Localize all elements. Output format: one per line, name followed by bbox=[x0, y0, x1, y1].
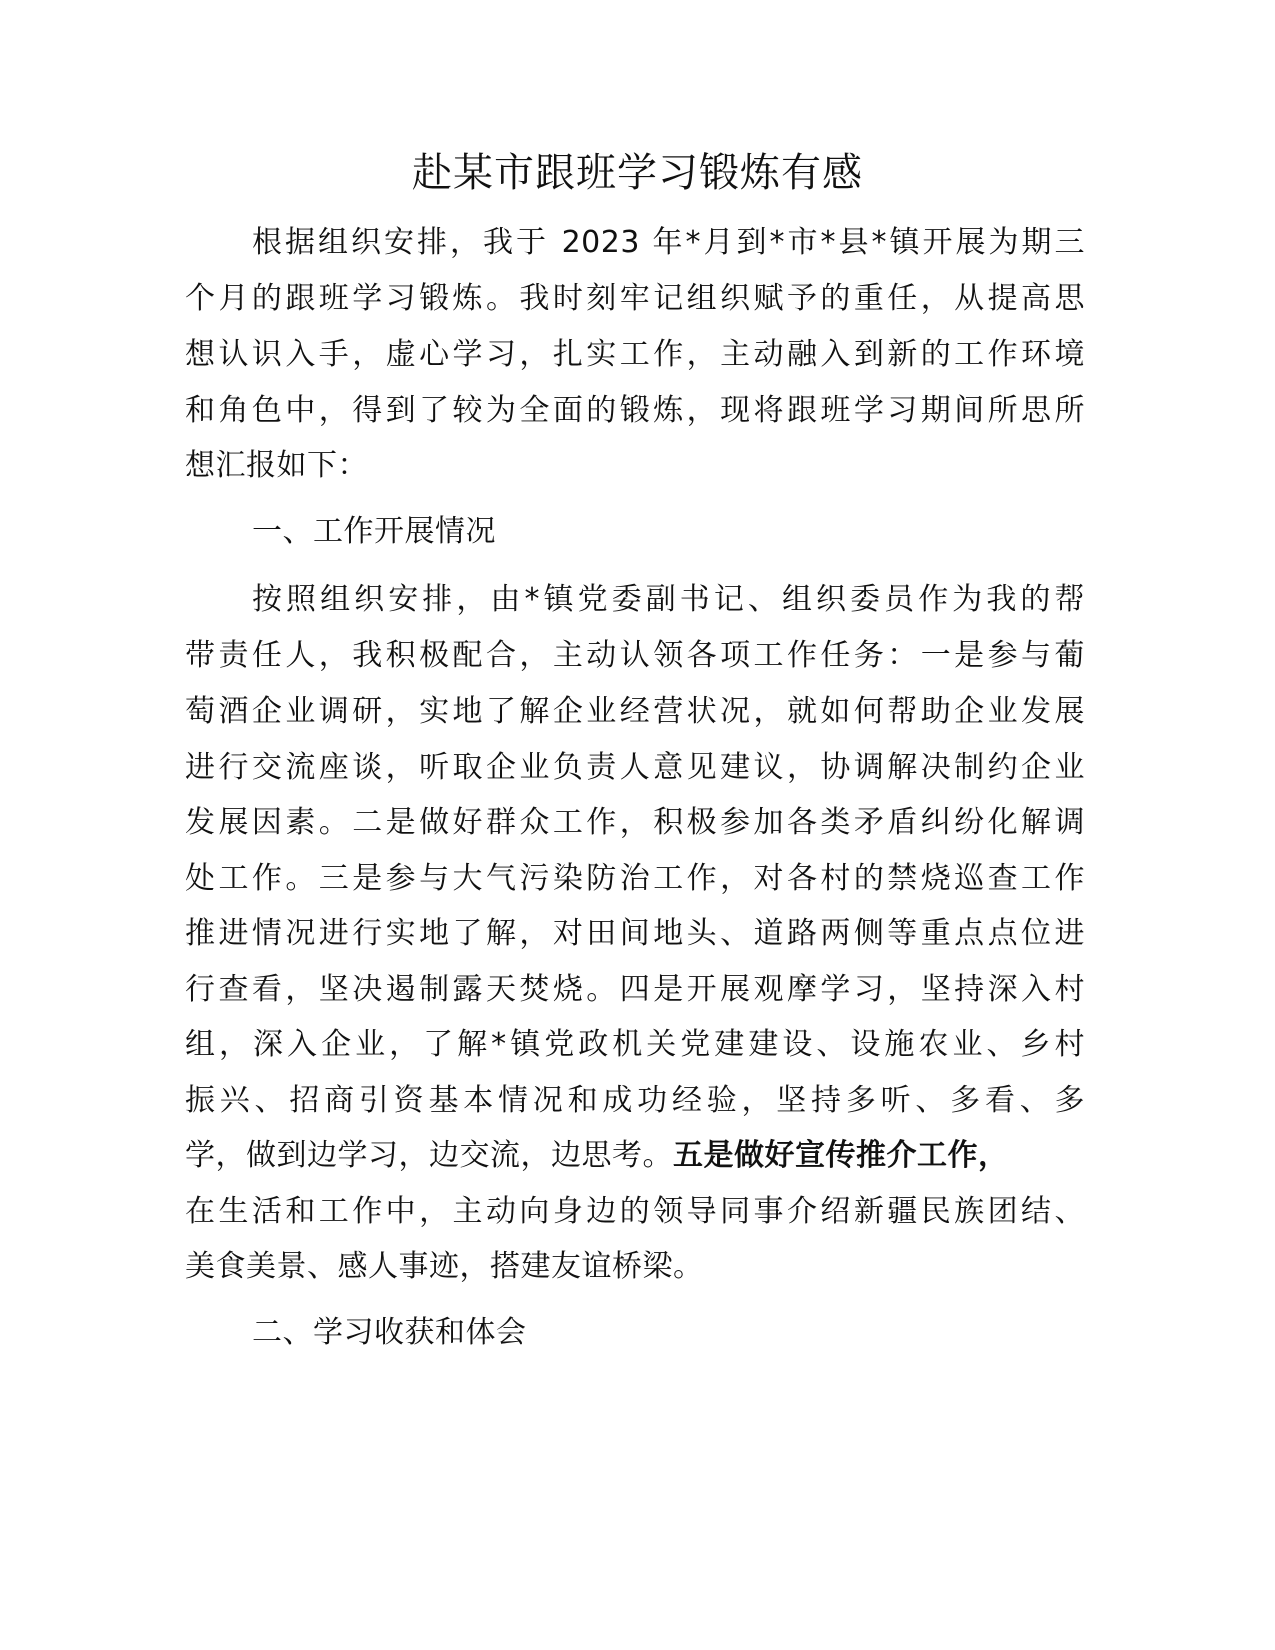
section1-line-11 bbox=[185, 1136, 1085, 1176]
section1-line-3: 萄酒企业调研，实地了解企业经营状况，就如何帮助企业发展 bbox=[185, 694, 1085, 729]
intro-line-1: 根据组织安排，我于 2023 年*月到*市*县*镇开展为期三 bbox=[252, 225, 1085, 260]
section1-line-11-text: 学，做到边学习，边交流，边思考。 bbox=[185, 1138, 673, 1173]
section1-line-1: 按照组织安排，由*镇党委副书记、组织委员作为我的帮 bbox=[252, 582, 1085, 617]
section-heading-1: 一、工作开展情况 bbox=[252, 514, 496, 549]
section1-line-6: 处工作。三是参与大气污染防治工作，对各村的禁烧巡查工作 bbox=[185, 861, 1085, 896]
intro-line-2: 个月的跟班学习锻炼。我时刻牢记组织赋予的重任，从提高思 bbox=[185, 281, 1085, 316]
section1-line-13: 美食美景、感人事迹，搭建友谊桥梁。 bbox=[185, 1249, 704, 1284]
section1-line-4: 进行交流座谈，听取企业负责人意见建议，协调解决制约企业 bbox=[185, 750, 1085, 785]
section1-line-11-emphasis: 五是做好宣传推介工作， bbox=[673, 1138, 1009, 1173]
intro-line-5: 想汇报如下： bbox=[185, 448, 368, 483]
section1-line-10: 振兴、招商引资基本情况和成功经验，坚持多听、多看、多 bbox=[185, 1083, 1085, 1118]
section1-line-7: 推进情况进行实地了解，对田间地头、道路两侧等重点点位进 bbox=[185, 916, 1085, 951]
section1-line-8: 行查看，坚决遏制露天焚烧。四是开展观摩学习，坚持深入村 bbox=[185, 972, 1085, 1007]
section1-line-9: 组，深入企业，了解*镇党政机关党建建设、设施农业、乡村 bbox=[185, 1027, 1085, 1062]
intro-line-4: 和角色中，得到了较为全面的锻炼，现将跟班学习期间所思所 bbox=[185, 393, 1085, 428]
section1-line-5: 发展因素。二是做好群众工作，积极参加各类矛盾纠纷化解调 bbox=[185, 805, 1085, 840]
section-heading-2: 二、学习收获和体会 bbox=[252, 1315, 527, 1350]
document-title: 赴某市跟班学习锻炼有感 bbox=[412, 150, 863, 196]
section1-line-12: 在生活和工作中，主动向身边的领导同事介绍新疆民族团结、 bbox=[185, 1194, 1085, 1229]
section1-line-2: 带责任人，我积极配合，主动认领各项工作任务：一是参与葡 bbox=[185, 638, 1085, 673]
intro-line-3: 想认识入手，虚心学习，扎实工作，主动融入到新的工作环境 bbox=[185, 337, 1085, 372]
